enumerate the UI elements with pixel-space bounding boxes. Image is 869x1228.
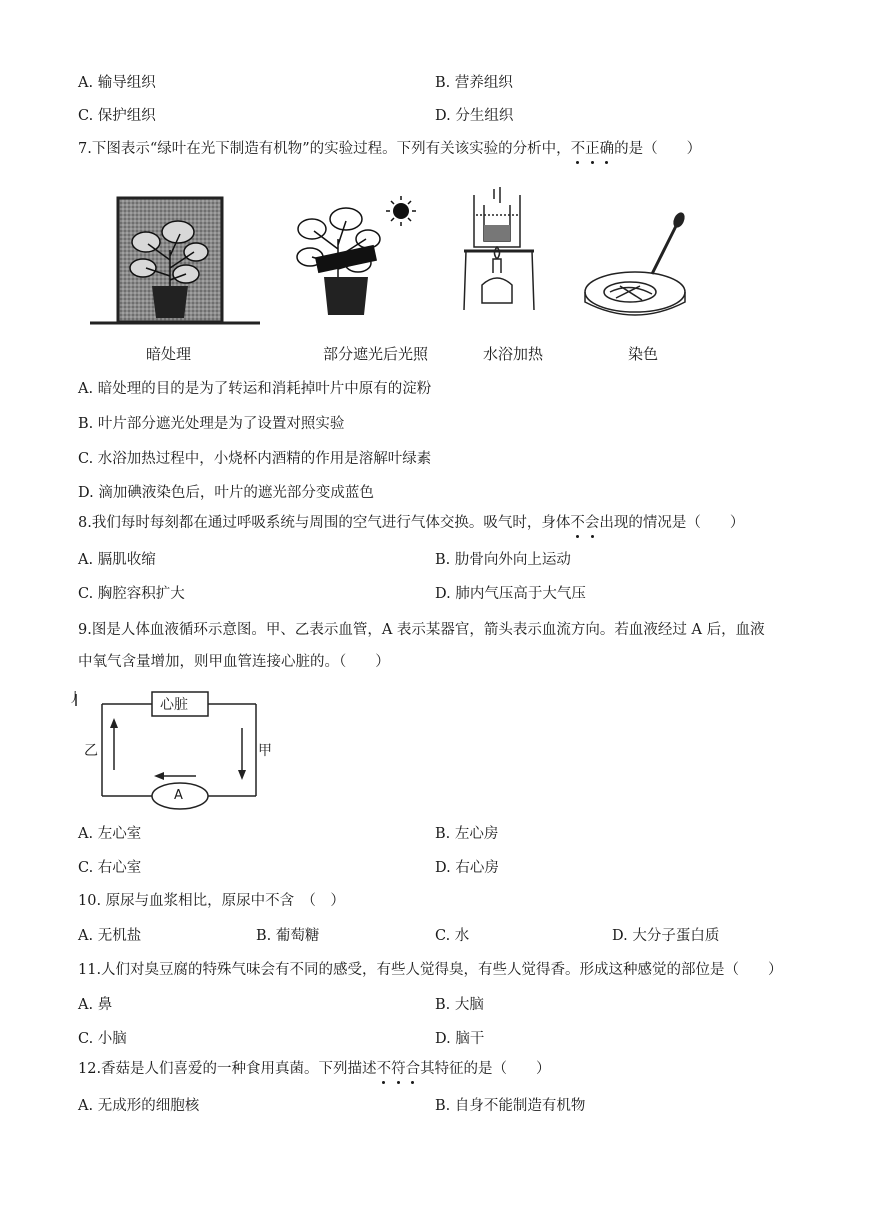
q8-stem-text: 8.我们每时每刻都在通过呼吸系统与周围的空气进行气体交换。吸气时，身体 <box>78 515 571 531</box>
q10-stem: 10. 原尿与血浆相比，原尿中不含 （ ） <box>78 893 345 909</box>
partial-shading-figure <box>290 195 420 325</box>
q9-stem-line2: 中氧气含量增加，则甲血管连接心脏的。（ ） <box>78 654 390 670</box>
organ-a-label: A <box>174 788 183 803</box>
q9-stem-line1: 9.图是人体血液循环示意图。甲、乙表示血管，A 表示某器官，箭头表示血流方向。若血液经过 A 后，血液 <box>78 622 765 638</box>
q12-stem <box>78 1059 551 1079</box>
q8-stem-tail: 出现的情况是（ ） <box>599 515 745 531</box>
q11-stem: 11.人们对臭豆腐的特殊气味会有不同的感受，有些人觉得臭，有些人觉得香。形成这种感觉的部位是（ ） <box>78 962 783 978</box>
q12-option-a: A. 无成形的细胞核 <box>78 1098 200 1114</box>
caption-dark-treatment: 暗处理 <box>146 345 192 363</box>
q10-option-d: D. 大分子蛋白质 <box>612 928 720 944</box>
q7-stem-tail: 的是（ ） <box>614 141 702 157</box>
dark-treatment-figure <box>88 190 263 332</box>
caption-water-bath: 水浴加热 <box>483 345 544 363</box>
q9-option-d: D. 右心房 <box>435 860 499 876</box>
water-bath-figure <box>460 185 538 313</box>
q10-option-c: C. 水 <box>435 928 470 944</box>
q12-option-b: B. 自身不能制造有机物 <box>435 1098 586 1114</box>
vessel-jia-label: 甲 <box>258 743 272 759</box>
q8-option-c: C. 胸腔容积扩大 <box>78 586 185 602</box>
emphasis-char: 不 <box>570 141 586 157</box>
staining-figure <box>580 210 700 332</box>
emphasis-char: 合 <box>405 1061 421 1077</box>
q12-stem-text: 12.香菇是人们喜爱的一种食用真菌。下列描述 <box>78 1061 377 1077</box>
emphasis-char: 符 <box>391 1061 406 1077</box>
emphasis-char: 不 <box>570 515 585 531</box>
emphasis-char: 正 <box>585 141 600 157</box>
q6-option-c: C. 保护组织 <box>78 108 156 124</box>
heart-label: 心脏 <box>160 697 188 713</box>
q7-stem-text: 7.下图表示“绿叶在光下制造有机物”的实验过程。下列有关该实验的分析中， <box>78 141 571 157</box>
corner-mark: 丿 <box>68 691 82 706</box>
q11-option-c: C. 小脑 <box>78 1031 127 1047</box>
q7-option-b: B. 叶片部分遮光处理是为了设置对照实验 <box>78 416 345 432</box>
q11-option-d: D. 脑干 <box>435 1031 485 1047</box>
q12-stem-tail: 其特征的是（ ） <box>420 1061 551 1077</box>
q11-option-b: B. 大脑 <box>435 997 484 1013</box>
q7-stem <box>78 139 701 159</box>
q8-option-b: B. 肋骨向外向上运动 <box>435 552 571 568</box>
emphasis-char: 确 <box>599 141 615 157</box>
q6-option-a: A. 输导组织 <box>78 75 156 91</box>
caption-partial-shading: 部分遮光后光照 <box>323 345 429 363</box>
q8-stem <box>78 513 744 533</box>
q9-option-a: A. 左心室 <box>78 826 142 842</box>
q6-option-b: B. 营养组织 <box>435 75 513 91</box>
emphasis-char: 会 <box>584 515 600 531</box>
q10-option-a: A. 无机盐 <box>78 928 142 944</box>
q6-option-d: D. 分生组织 <box>435 108 514 124</box>
emphasis-char: 不 <box>376 1061 392 1077</box>
q10-option-b: B. 葡萄糖 <box>256 928 320 944</box>
caption-staining: 染色 <box>628 345 659 363</box>
q9-option-c: C. 右心室 <box>78 860 142 876</box>
q7-option-d: D. 滴加碘液染色后，叶片的遮光部分变成蓝色 <box>78 485 374 501</box>
q8-option-a: A. 膈肌收缩 <box>78 552 156 568</box>
q9-option-b: B. 左心房 <box>435 826 499 842</box>
q11-option-a: A. 鼻 <box>78 997 113 1013</box>
vessel-yi-label: 乙 <box>84 743 98 759</box>
q7-option-a: A. 暗处理的目的是为了转运和消耗掉叶片中原有的淀粉 <box>78 381 432 397</box>
q7-option-c: C. 水浴加热过程中，小烧杯内酒精的作用是溶解叶绿素 <box>78 451 432 467</box>
q8-option-d: D. 肺内气压高于大气压 <box>435 586 586 602</box>
